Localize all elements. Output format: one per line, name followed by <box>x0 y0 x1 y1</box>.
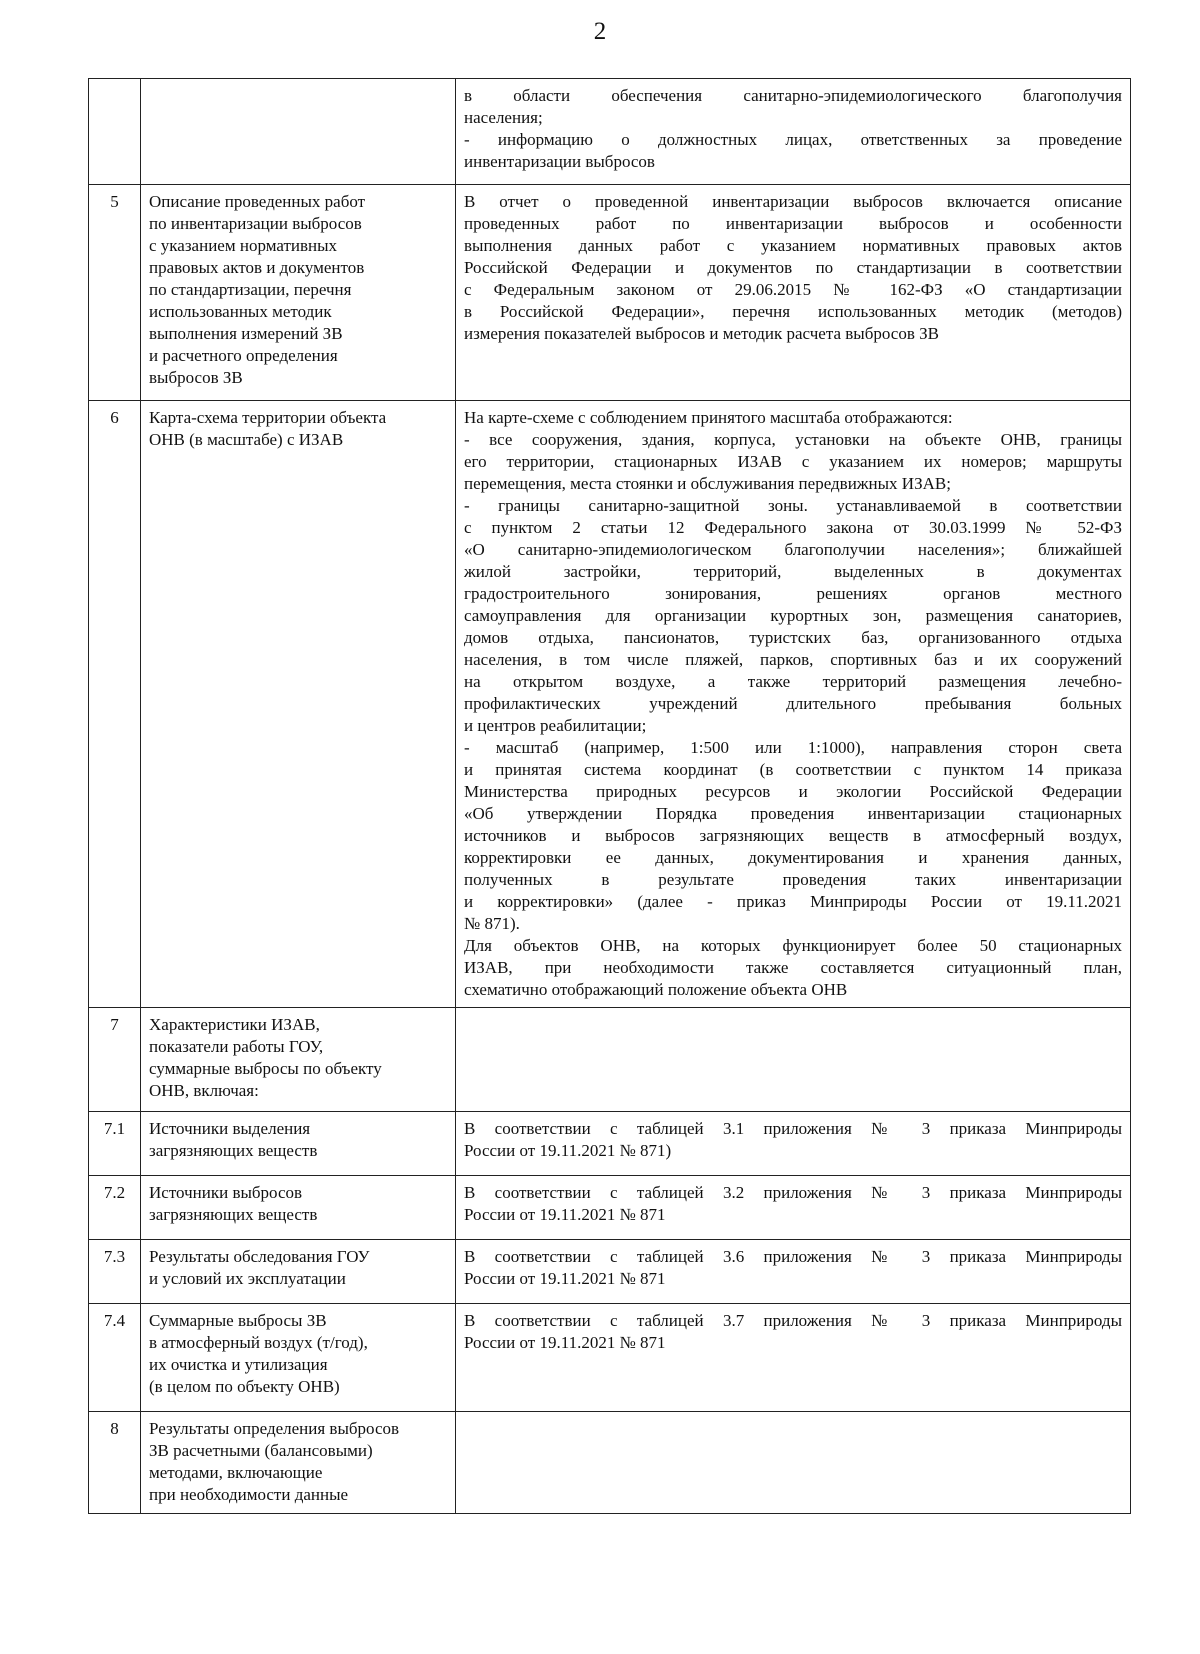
description-line: домов отдыха, пансионатов, туристских баз, организованного отдыха <box>464 628 1122 647</box>
name-line: использованных методик <box>149 302 332 321</box>
name-line: их очистка и утилизация <box>149 1355 328 1374</box>
description-line: В отчет о проведенной инвентаризации выбросов включается описание <box>464 192 1122 211</box>
name-line: Характеристики ИЗАВ, <box>149 1015 320 1034</box>
description-line: В соответствии с таблицей 3.6 приложения № 3 приказа Минприроды <box>464 1247 1122 1266</box>
name-line: Результаты обследования ГОУ <box>149 1247 370 1266</box>
name-line: методами, включающие <box>149 1463 323 1482</box>
description-line: профилактических учреждений длительного пребывания больных <box>464 694 1122 713</box>
name-line: выбросов ЗВ <box>149 368 243 387</box>
row-description <box>456 1240 1131 1304</box>
description-line: источников и выбросов загрязняющих веществ в атмосферный воздух, <box>464 826 1122 845</box>
row-number: 6 <box>89 401 141 1008</box>
row-description <box>456 1304 1131 1412</box>
table-row <box>89 79 1131 185</box>
description-line: с Федеральным законом от 29.06.2015 № 162-ФЗ «О стандартизации <box>464 280 1122 299</box>
description-line: измерения показателей выбросов и методик расчета выбросов ЗВ <box>464 324 939 343</box>
name-line: ОНВ, включая: <box>149 1081 259 1100</box>
table-row <box>89 1008 1131 1112</box>
row-name <box>141 1008 456 1112</box>
name-line: Источники выбросов <box>149 1183 303 1202</box>
name-line: загрязняющих веществ <box>149 1205 318 1224</box>
name-line: с указанием нормативных <box>149 236 338 255</box>
table-body <box>89 79 1131 1514</box>
table-row <box>89 1112 1131 1176</box>
description-line: России от 19.11.2021 № 871 <box>464 1269 666 1288</box>
name-line: Суммарные выбросы ЗВ <box>149 1311 327 1330</box>
description-line: на открытом воздухе, а также территорий размещения лечебно- <box>464 672 1122 691</box>
name-line: суммарные выбросы по объекту <box>149 1059 382 1078</box>
table-row <box>89 1176 1131 1240</box>
description-line: и центров реабилитации; <box>464 716 647 735</box>
row-name <box>141 1176 456 1240</box>
description-line: схематично отображающий положение объекта ОНВ <box>464 980 848 999</box>
description-line: корректировки ее данных, документирования и хранения данных, <box>464 848 1122 867</box>
description-line: и корректировки» (далее - приказ Минприроды России от 19.11.2021 <box>464 892 1122 911</box>
row-description <box>456 1112 1131 1176</box>
row-description <box>456 1412 1131 1514</box>
description-line: самоуправления для организации курортных зон, размещения санаториев, <box>464 606 1122 625</box>
name-line: (в целом по объекту ОНВ) <box>149 1377 340 1396</box>
row-number: 5 <box>89 185 141 401</box>
description-line: - границы санитарно-защитной зоны. устанавливаемой в соответствии <box>464 496 1122 515</box>
description-line: в области обеспечения санитарно-эпидемиологического благополучия <box>464 86 1122 105</box>
description-line: его территории, стационарных ИЗАВ с указанием их номеров; маршруты <box>464 452 1122 471</box>
description-line: полученных в результате проведения таких инвентаризации <box>464 870 1122 889</box>
name-line: Результаты определения выбросов <box>149 1419 400 1438</box>
description-line: населения, в том числе пляжей, парков, спортивных баз и их сооружений <box>464 650 1122 669</box>
row-number: 7 <box>89 1008 141 1112</box>
row-number: 8 <box>89 1412 141 1514</box>
description-line: и принятая система координат (в соответствии с пунктом 14 приказа <box>464 760 1122 779</box>
row-description <box>456 401 1131 1008</box>
description-line: проведенных работ по инвентаризации выбросов и особенности <box>464 214 1122 233</box>
row-number: 7.3 <box>89 1240 141 1304</box>
description-line: Для объектов ОНВ, на которых функционирует более 50 стационарных <box>464 936 1122 955</box>
row-description <box>456 1176 1131 1240</box>
description-line: - все сооружения, здания, корпуса, установки на объекте ОНВ, границы <box>464 430 1122 449</box>
description-line: выполнения данных работ с указанием нормативных правовых актов <box>464 236 1122 255</box>
row-number: 7.1 <box>89 1112 141 1176</box>
description-line: - информацию о должностных лицах, ответственных за проведение <box>464 130 1122 149</box>
row-name <box>141 79 456 185</box>
description-line: населения; <box>464 108 543 127</box>
description-line: ИЗАВ, при необходимости также составляется ситуационный план, <box>464 958 1122 977</box>
description-line: - масштаб (например, 1:500 или 1:1000), направления сторон света <box>464 738 1122 757</box>
row-name <box>141 185 456 401</box>
name-line: Описание проведенных работ <box>149 192 366 211</box>
row-name <box>141 401 456 1008</box>
description-line: жилой застройки, территорий, выделенных в документах <box>464 562 1122 581</box>
name-line: ОНВ (в масштабе) с ИЗАВ <box>149 430 344 449</box>
name-line: при необходимости данные <box>149 1485 349 1504</box>
name-line: по стандартизации, перечня <box>149 280 352 299</box>
name-line: и условий их эксплуатации <box>149 1269 346 1288</box>
name-line: Источники выделения <box>149 1119 311 1138</box>
row-description <box>456 79 1131 185</box>
name-line: и расчетного определения <box>149 346 338 365</box>
row-name <box>141 1412 456 1514</box>
description-line: Российской Федерации и документов по стандартизации в соответствии <box>464 258 1122 277</box>
description-line: России от 19.11.2021 № 871) <box>464 1141 672 1160</box>
description-line: «О санитарно-эпидемиологическом благополучии населения»; ближайшей <box>464 540 1122 559</box>
name-line: ЗВ расчетными (балансовыми) <box>149 1441 373 1460</box>
description-line: с пунктом 2 статьи 12 Федерального закона от 30.03.1999 № 52-ФЗ <box>464 518 1122 537</box>
name-line: показатели работы ГОУ, <box>149 1037 324 1056</box>
table-row <box>89 1412 1131 1514</box>
row-number: 7.4 <box>89 1304 141 1412</box>
row-number: 7.2 <box>89 1176 141 1240</box>
table-row <box>89 1304 1131 1412</box>
description-line: № 871). <box>464 914 520 933</box>
description-line: На карте-схеме с соблюдением принятого масштаба отображаются: <box>464 408 953 427</box>
description-line: в Российской Федерации», перечня использованных методик (методов) <box>464 302 1122 321</box>
description-line: В соответствии с таблицей 3.7 приложения № 3 приказа Минприроды <box>464 1311 1122 1330</box>
table-row <box>89 185 1131 401</box>
name-line: правовых актов и документов <box>149 258 365 277</box>
description-line: перемещения, места стоянки и обслуживания передвижных ИЗАВ; <box>464 474 951 493</box>
row-name <box>141 1240 456 1304</box>
description-line: В соответствии с таблицей 3.1 приложения № 3 приказа Минприроды <box>464 1119 1122 1138</box>
requirements-table <box>88 78 1131 1514</box>
row-name <box>141 1112 456 1176</box>
row-name <box>141 1304 456 1412</box>
row-number <box>89 79 141 185</box>
name-line: Карта-схема территории объекта <box>149 408 387 427</box>
description-line: инвентаризации выбросов <box>464 152 655 171</box>
row-description <box>456 185 1131 401</box>
name-line: в атмосферный воздух (т/год), <box>149 1333 368 1352</box>
name-line: по инвентаризации выбросов <box>149 214 362 233</box>
page-number: 2 <box>593 18 607 45</box>
description-line: В соответствии с таблицей 3.2 приложения № 3 приказа Минприроды <box>464 1183 1122 1202</box>
table-row <box>89 401 1131 1008</box>
description-line: России от 19.11.2021 № 871 <box>464 1205 666 1224</box>
description-line: России от 19.11.2021 № 871 <box>464 1333 666 1352</box>
row-description <box>456 1008 1131 1112</box>
description-line: градостроительного зонирования, решениях органов местного <box>464 584 1122 603</box>
table-row <box>89 1240 1131 1304</box>
name-line: выполнения измерений ЗВ <box>149 324 343 343</box>
description-line: «Об утверждении Порядка проведения инвентаризации стационарных <box>464 804 1122 823</box>
description-line: Министерства природных ресурсов и экологии Российской Федерации <box>464 782 1122 801</box>
name-line: загрязняющих веществ <box>149 1141 318 1160</box>
